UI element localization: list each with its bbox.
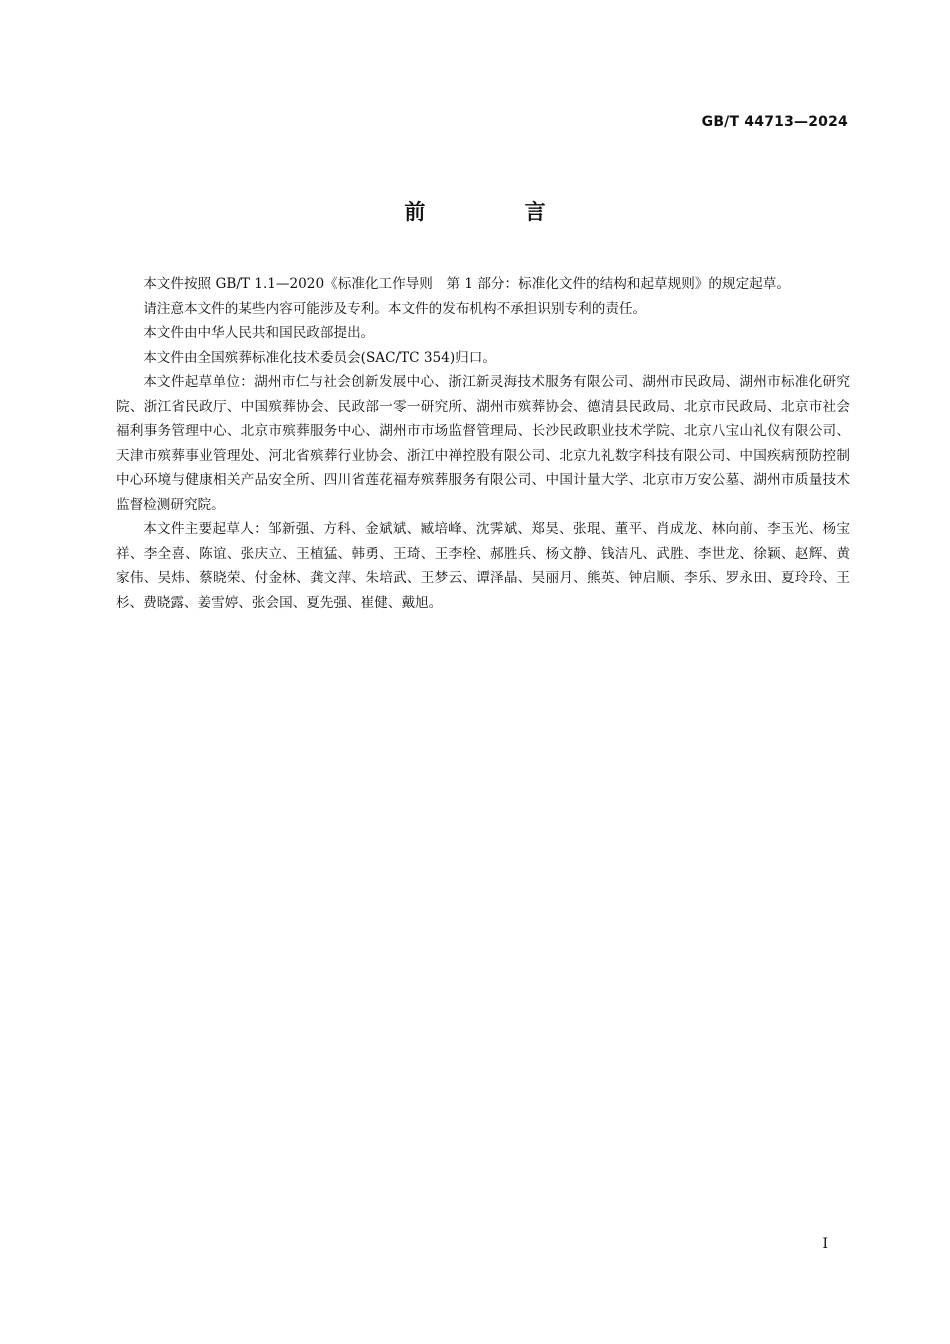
foreword-body — [116, 272, 850, 615]
paragraph-drafters: 本文件主要起草人：邹新强、方科、金斌斌、臧培峰、沈霁斌、郑昊、张琨、董平、肖成龙、林向前、李玉光、杨宝祥、李全喜、陈谊、张庆立、王植猛、韩勇、王琦、王李栓、郝胜兵、杨文静、钱洁凡、武胜、李世龙、徐颖、赵辉、黄家伟、吴炜、蔡晓荣、付金林、龚文萍、朱培武、王梦云、谭泽晶、吴丽月、熊英、钟启顺、李乐、罗永田、夏玲玲、王杉、费晓露、姜雪婷、张会国、夏先强、崔健、戴旭。 — [116, 521, 850, 611]
paragraph-patent-notice: 请注意本文件的某些内容可能涉及专利。本文件的发布机构不承担识别专利的责任。 — [143, 300, 647, 317]
paragraph-committee: 本文件由全国殡葬标准化技术委员会(SAC/TC 354)归口。 — [143, 349, 496, 366]
paragraph-drafting-units: 本文件起草单位：湖州市仁与社会创新发展中心、浙江新灵海技术服务有限公司、湖州市民政局、湖州市标准化研究院、浙江省民政厅、中国殡葬协会、民政部一零一研究所、湖州市殡葬协会、德清县民政局、北京市民政局、北京市社会福利事务管理中心、北京市殡葬服务中心、湖州市市场监督管理局、长沙民政职业技术学院、北京八宝山礼仪有限公司、天津市殡葬事业管理处、河北省殡葬行业协会、浙江中禅控股有限公司、北京九礼数字科技有限公司、中国疾病预防控制中心环境与健康相关产品安全所、四川省莲花福寿殡葬服务有限公司、中国计量大学、北京市万安公墓、湖州市质量技术监督检测研究院。 — [116, 374, 850, 513]
page-title: 前 言 — [404, 200, 592, 224]
paragraph-drafting-rules: 本文件按照 GB/T 1.1—2020《标准化工作导则 第 1 部分：标准化文件的结构和起草规则》的规定起草。 — [143, 276, 790, 292]
page-number: I — [822, 1236, 828, 1252]
standard-code: GB/T 44713—2024 — [701, 114, 848, 130]
paragraph-proposer: 本文件由中华人民共和国民政部提出。 — [143, 325, 375, 341]
